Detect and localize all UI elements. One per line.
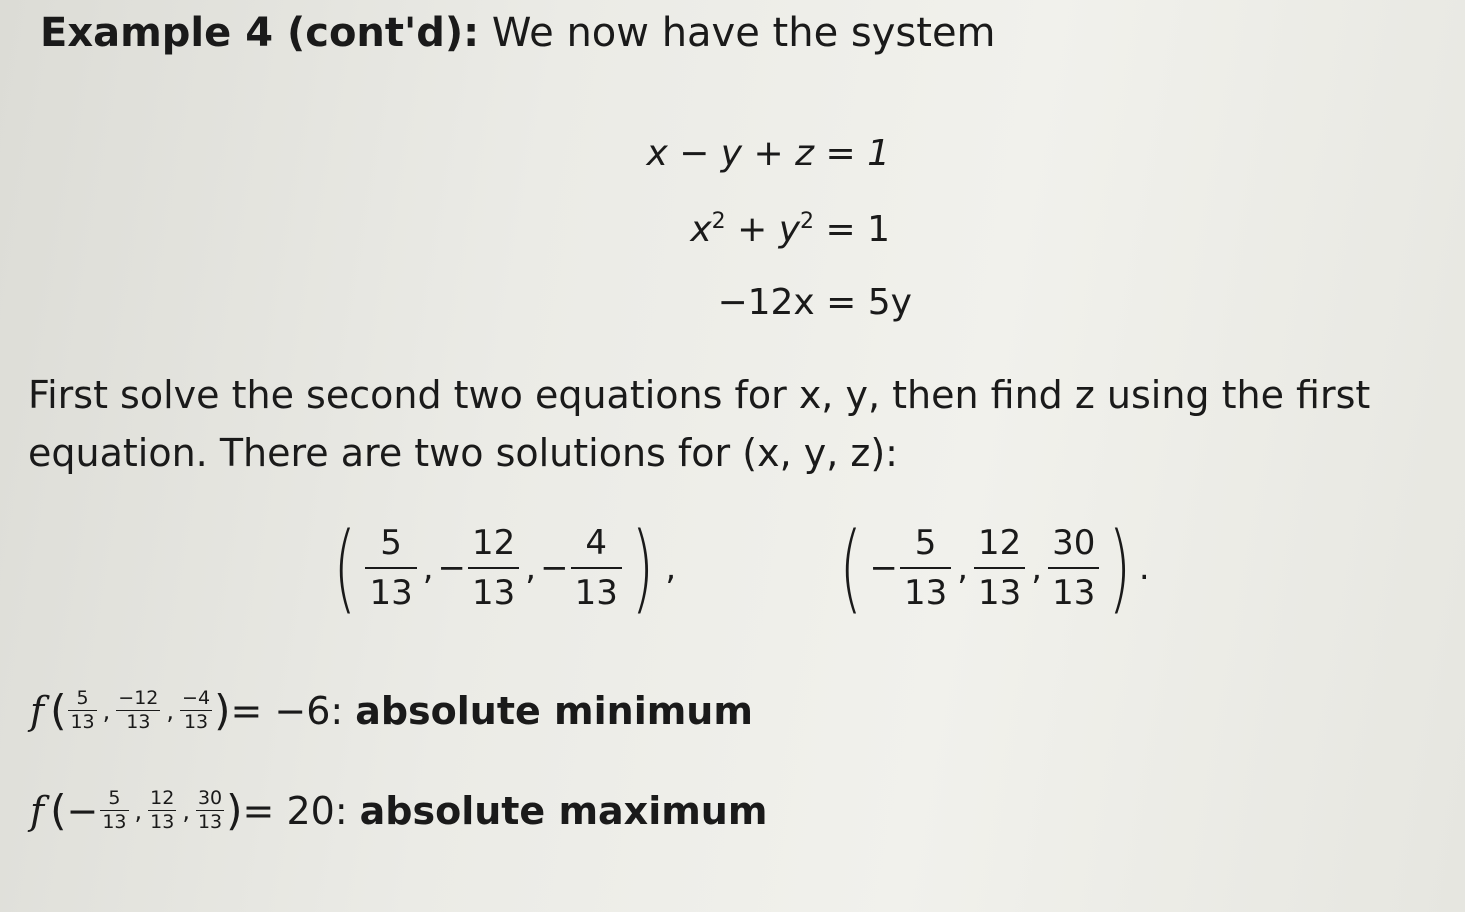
equation-2: $x^2 + y^2 = 1$ (690, 209, 890, 250)
open-paren: ( (839, 512, 862, 624)
equation-3: −12x = 5y (717, 282, 912, 323)
open-paren: ( (333, 512, 356, 624)
fraction: $\frac{12}{13}$ (150, 787, 175, 833)
result-minimum: f ( $\frac{5}{13}$ , $\frac{-12}{13}$ , $\frac{-4}{13}$ ) = −6: absolute minimum (30, 686, 753, 735)
fraction: $\frac{5}{13}$ (102, 787, 127, 833)
solution-1: ( $\frac{5}{13}$ , − $\frac{12}{13}$ , − $\frac{4}{13}$ ) , (333, 512, 677, 624)
fraction: $\frac{5}{13}$ (900, 523, 951, 613)
instruction-paragraph: First solve the second two equations for x, y, then find z using the first equation. There are two solutions for (x, y, z): (28, 373, 1371, 475)
fraction: $\frac{30}{13}$ (1048, 523, 1099, 613)
fraction: $\frac{4}{13}$ (571, 523, 622, 613)
maximum-label: absolute maximum (359, 788, 768, 833)
fraction: $\frac{12}{13}$ (974, 523, 1025, 613)
fraction: $\frac{5}{13}$ (70, 687, 95, 733)
equation-1: x − y + z = 1 (646, 133, 890, 174)
close-paren: ) (1108, 512, 1132, 624)
close-paren: ) (631, 512, 654, 624)
fraction: $\frac{30}{13}$ (197, 787, 223, 833)
fraction: $\frac{-4}{13}$ (182, 687, 211, 733)
result-maximum: f ( − $\frac{5}{13}$ , $\frac{12}{13}$ , $\frac{30}{13}$ ) = 20: absolute maximum (30, 786, 768, 835)
fraction: $\frac{12}{13}$ (468, 523, 519, 613)
minimum-label: absolute minimum (355, 688, 753, 733)
example-heading: Example 4 (cont'd): (40, 10, 480, 56)
fraction: $\frac{5}{13}$ (365, 523, 416, 613)
solution-2: ( − $\frac{5}{13}$ , $\frac{12}{13}$ , $\frac{30}{13}$ ) . (839, 512, 1150, 624)
page-title (40, 10, 996, 56)
example-intro: We now have the system (491, 10, 996, 56)
fraction: $\frac{-12}{13}$ (118, 687, 159, 733)
